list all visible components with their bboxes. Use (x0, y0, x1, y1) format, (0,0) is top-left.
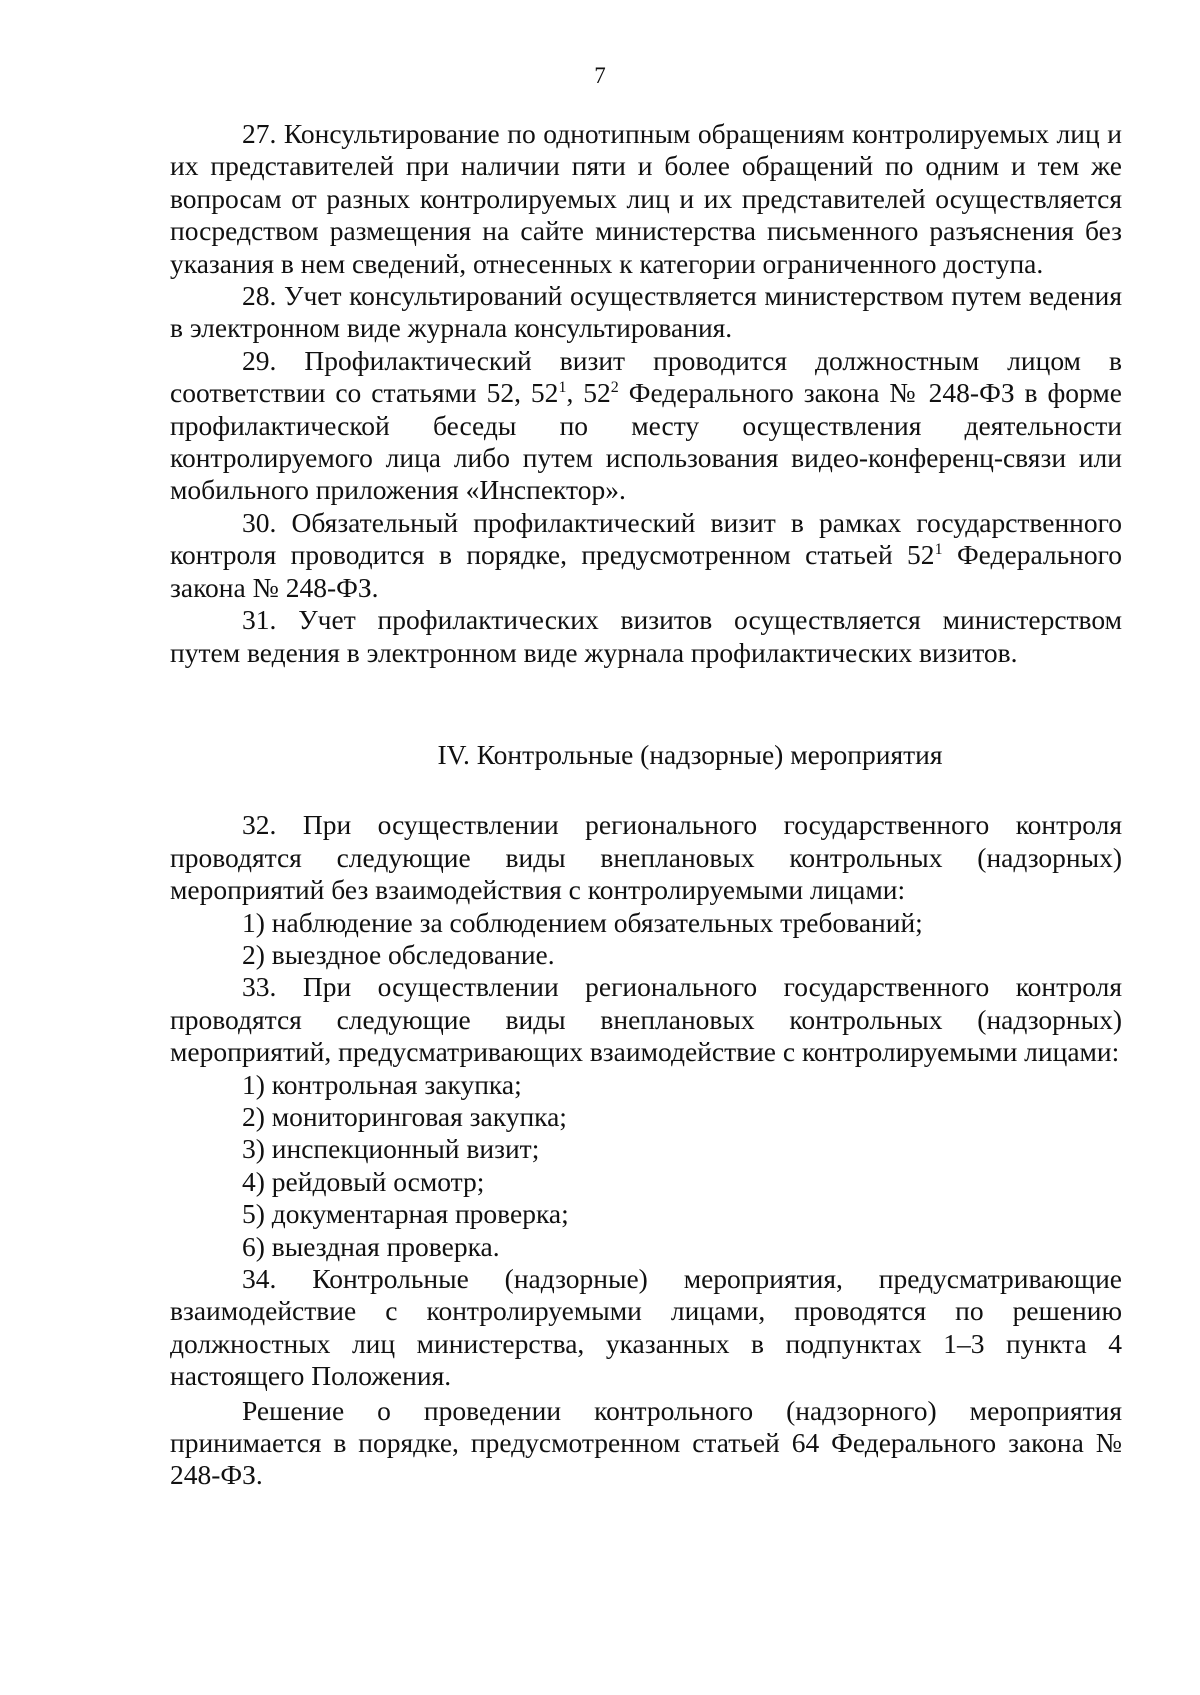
list-item: 6) выездная проверка. (242, 1230, 500, 1262)
list-item: 2) выездное обследование. (242, 938, 555, 970)
paragraph-27: 27. Консультирование по однотипным обращениям контролируемых лиц и их представителей при наличии пяти и более обращений по одним и тем же вопросам от разных контролируемых лиц и их представителей осуществляется посредством размещения на сайте министерства письменного разъяснения без указания в нем сведений, отнесенных к категории ограниченного доступа. (170, 118, 1122, 279)
superscript-1: 1 (934, 541, 943, 559)
paragraph-30-text-1: 30. Обязательный профилактический визит в рамках государственного контроля проводится в порядке, предусмотренном статьей 52 (170, 506, 1122, 571)
list-item: 1) контрольная закупка; (242, 1068, 522, 1100)
paragraph-33: 33. При осуществлении регионального государственного контроля проводятся следующие виды внеплановых контрольных (надзорных) мероприятий, предусматривающих взаимодействие с контролируемыми лицами: (170, 971, 1122, 1068)
paragraph-34: 34. Контрольные (надзорные) мероприятия, предусматривающие взаимодействие с контролируемыми лицами, проводятся по решению должностных лиц министерства, указанных в подпунктах 1–3 пункта 4 настоящего Положения. (170, 1263, 1122, 1392)
page-number: 7 (594, 63, 606, 88)
paragraph-29-text-3: Федерального закона № 248-ФЗ в форме профилактической беседы по месту осуществления деятельности контролируемого лица либо путем использования видео-конференц-связи или мобильного приложения «Инспектор». (170, 377, 1123, 506)
paragraph-32: 32. При осуществлении регионального государственного контроля проводятся следующие виды внеплановых контрольных (надзорных) мероприятий без взаимодействия с контролируемыми лицами: (170, 809, 1122, 906)
paragraph-31: 31. Учет профилактических визитов осуществляется министерством путем ведения в электронном виде журнала профилактических визитов. (170, 604, 1122, 668)
list-item: 4) рейдовый осмотр; (242, 1165, 485, 1197)
paragraph-30 (170, 507, 1122, 604)
section-spacer (170, 771, 1122, 809)
paragraph-28: 28. Учет консультирований осуществляется министерством путем ведения в электронном виде журнала консультирования. (170, 280, 1122, 344)
paragraph-30-text-2: Федерального закона № 248-ФЗ. (170, 539, 1122, 603)
paragraph-34-note: Решение о проведении контрольного (надзорного) мероприятия принимается в порядке, предусмотренном статьей 64 Федерального закона № 248-ФЗ. (170, 1394, 1122, 1491)
list-item: 2) мониторинговая закупка; (242, 1100, 567, 1132)
list-item: 3) инспекционный визит; (242, 1133, 540, 1165)
superscript-1: 1 (558, 379, 567, 397)
superscript-2: 2 (610, 379, 619, 397)
list-item: 1) наблюдение за соблюдением обязательных требований; (242, 906, 923, 938)
paragraph-29-text-2: , 52 (566, 377, 611, 409)
section-heading: IV. Контрольные (надзорные) мероприятия (437, 738, 943, 770)
section-spacer (170, 669, 1122, 739)
list-item: 5) документарная проверка; (242, 1198, 569, 1230)
paragraph-29 (170, 345, 1122, 507)
document-body (170, 118, 1122, 1492)
paragraph-29-text-1: 29. Профилактический визит проводится должностным лицом в соответствии со статьями 52, 52 (170, 344, 1122, 409)
